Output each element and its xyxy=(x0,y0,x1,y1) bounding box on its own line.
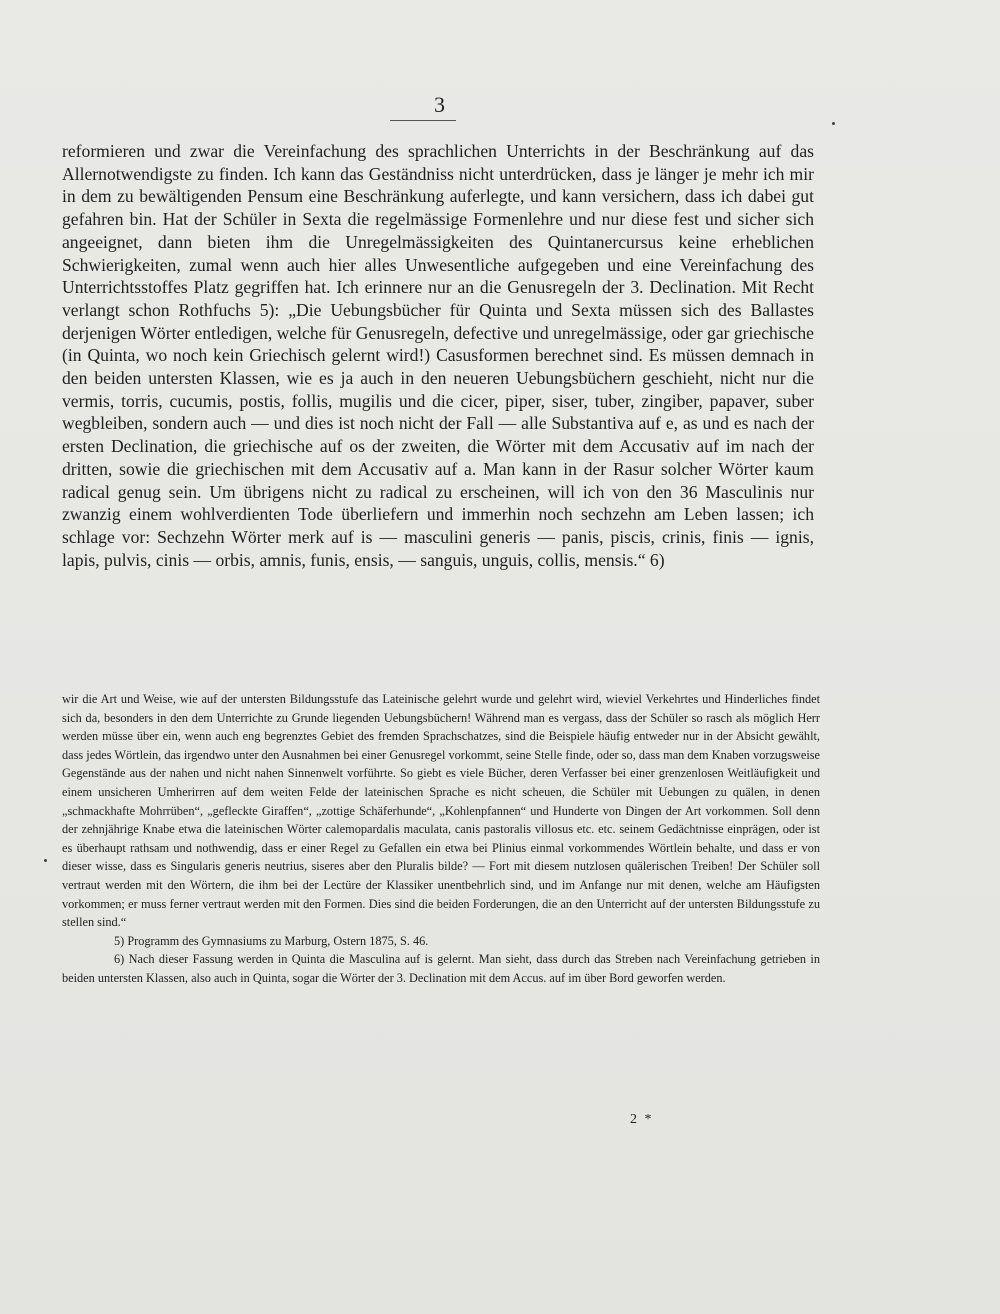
footnote-continuation: wir die Art und Weise, wie auf der untersten Bildungsstufe das Lateinische gelehrt wurde und gelehrt wird, wieviel Verkehrtes und Hinderliches findet sich da, besonders in den dem Unterrichte zu Grunde liegenden Uebungsbüchern! Während man es vergass, dass der Schüler so rasch als möglich Herr werden müsse über ein, wenn auch eng begrenztes Gebiet des fremden Sprachschatzes, sind die Beispiele häufig entweder nur in der Absicht gewählt, dass jedes Wörtlein, das irgendwo unter den Ausnahmen bei einer Genusregel vorkommt, seine Stelle finde, oder so, dass man dem Knaben vorzugsweise Gegenstände aus der nahen und nicht nahen Sinnenwelt vorführte. So giebt es viele Bücher, deren Verfasser bei einer grenzenlosen Weitläufigkeit und einem unsicheren Umherirren auf dem weiten Felde der lateinischen Sprache es nicht scheuen, die Schüler mit Uebungen zu quälen, in denen „schmackhafte Mohrrüben“, „gefleckte Giraffen“, „zottige Schäferhunde“, „Kohlenpfannen“ und Hunderte von Dingen der Art vorkommen. Soll denn der zehnjährige Knabe etwa die lateinischen Wörter calemopardalis maculata, canis pastoralis villosus etc. etc. seinem Gedächtnisse einprägen, oder ist es überhaupt rathsam und nothwendig, dass er einer Regel zu Gefallen ein etwa bei Plinius einmal vorkommendes Wörtlein behalte, und dass er von dieser wisse, dass es Singularis generis neutrius, siseres aber den Pluralis bilde? — Fort mit diesem nutzlosen quälerischen Treiben! Der Schüler soll vertraut werden mit den Wörtern, die ihm bei der Lectüre der Klassiker unentbehrlich sind, und im Anfange nur mit denen, welche am Häufigsten vorkommen; er muss ferner vertraut werden mit den Formen. Dies sind die beiden Forderungen, die an den Unterricht auf der untersten Bildungsstufe zu stellen sind.“ xyxy=(62,692,820,930)
footnote-6: 6) Nach dieser Fassung werden in Quinta die Masculina auf is gelernt. Man sieht, dass durch das Streben nach Vereinfachung getrieben in beiden untersten Klassen, also auch in Quinta, sogar die Wörter der 3. Declination mit dem Accus. auf im über Bord geworfen werden. xyxy=(62,952,820,985)
header-rule xyxy=(390,120,456,121)
main-body-text xyxy=(62,140,814,571)
footnotes xyxy=(62,690,820,988)
main-paragraph: reformieren und zwar die Vereinfachung des sprachlichen Unterrichts in der Beschränkung auf das Allernotwendigste zu finden. Ich kann das Geständniss nicht unterdrücken, dass je länger je mehr ich mir in dem zu bewältigenden Pensum eine Beschränkung auferlegte, und kann versichern, dass ich dabei gut gefahren bin. Hat der Schüler in Sexta die regelmässige Formenlehre und nur diese fest und sicher sich angeeignet, dann bieten ihm die Unregelmässigkeiten des Quintanercursus keine erheblichen Schwierigkeiten, zumal wenn auch hier alles Unwesentliche aufgegeben und eine Vereinfachung des Unterrichtsstoffes Platz gegriffen hat. Ich erinnere nur an die Genusregeln der 3. Declination. Mit Recht verlangt schon Rothfuchs 5): „Die Uebungsbücher für Quinta und Sexta müssen sich des Ballastes derjenigen Wörter entledigen, welche für Genusregeln, defective und unregelmässige, oder gar griechische (in Quinta, wo noch kein Griechisch gelernt wird!) Casusformen berechnet sind. Es müssen demnach in den beiden untersten Klassen, wie es ja auch in den neueren Uebungsbüchern geschieht, nicht nur die vermis, torris, cucumis, postis, follis, mugilis und die cicer, piper, siser, tuber, zingiber, papaver, suber wegbleiben, sondern auch — und dies ist noch nicht der Fall — alle Substantiva auf e, as und es nach der ersten Declination, die griechische auf os der zweiten, die Wörter mit dem Accusativ auf im nach der dritten, sowie die griechischen mit dem Accusativ auf a. Man kann in der Rasur solcher Wörter kaum radical genug sein. Um übrigens nicht zu radical zu erscheinen, will ich von den 36 Masculinis nur zwanzig einem wohlverdienten Tode überliefern und immerhin noch sechzehn am Leben lassen; ich schlage vor: Sechzehn Wörter merk auf is — masculini generis — panis, piscis, crinis, finis — ignis, lapis, pulvis, cinis — orbis, amnis, funis, ensis, — sanguis, unguis, collis, mensis.“ 6) xyxy=(62,141,814,570)
signature-mark: 2 * xyxy=(630,1112,654,1127)
page-number: 3 xyxy=(434,92,446,117)
paper-speck xyxy=(832,122,835,125)
footnote-5: 5) Programm des Gymnasiums zu Marburg, Ostern 1875, S. 46. xyxy=(114,933,429,948)
paper-speck xyxy=(44,859,47,862)
